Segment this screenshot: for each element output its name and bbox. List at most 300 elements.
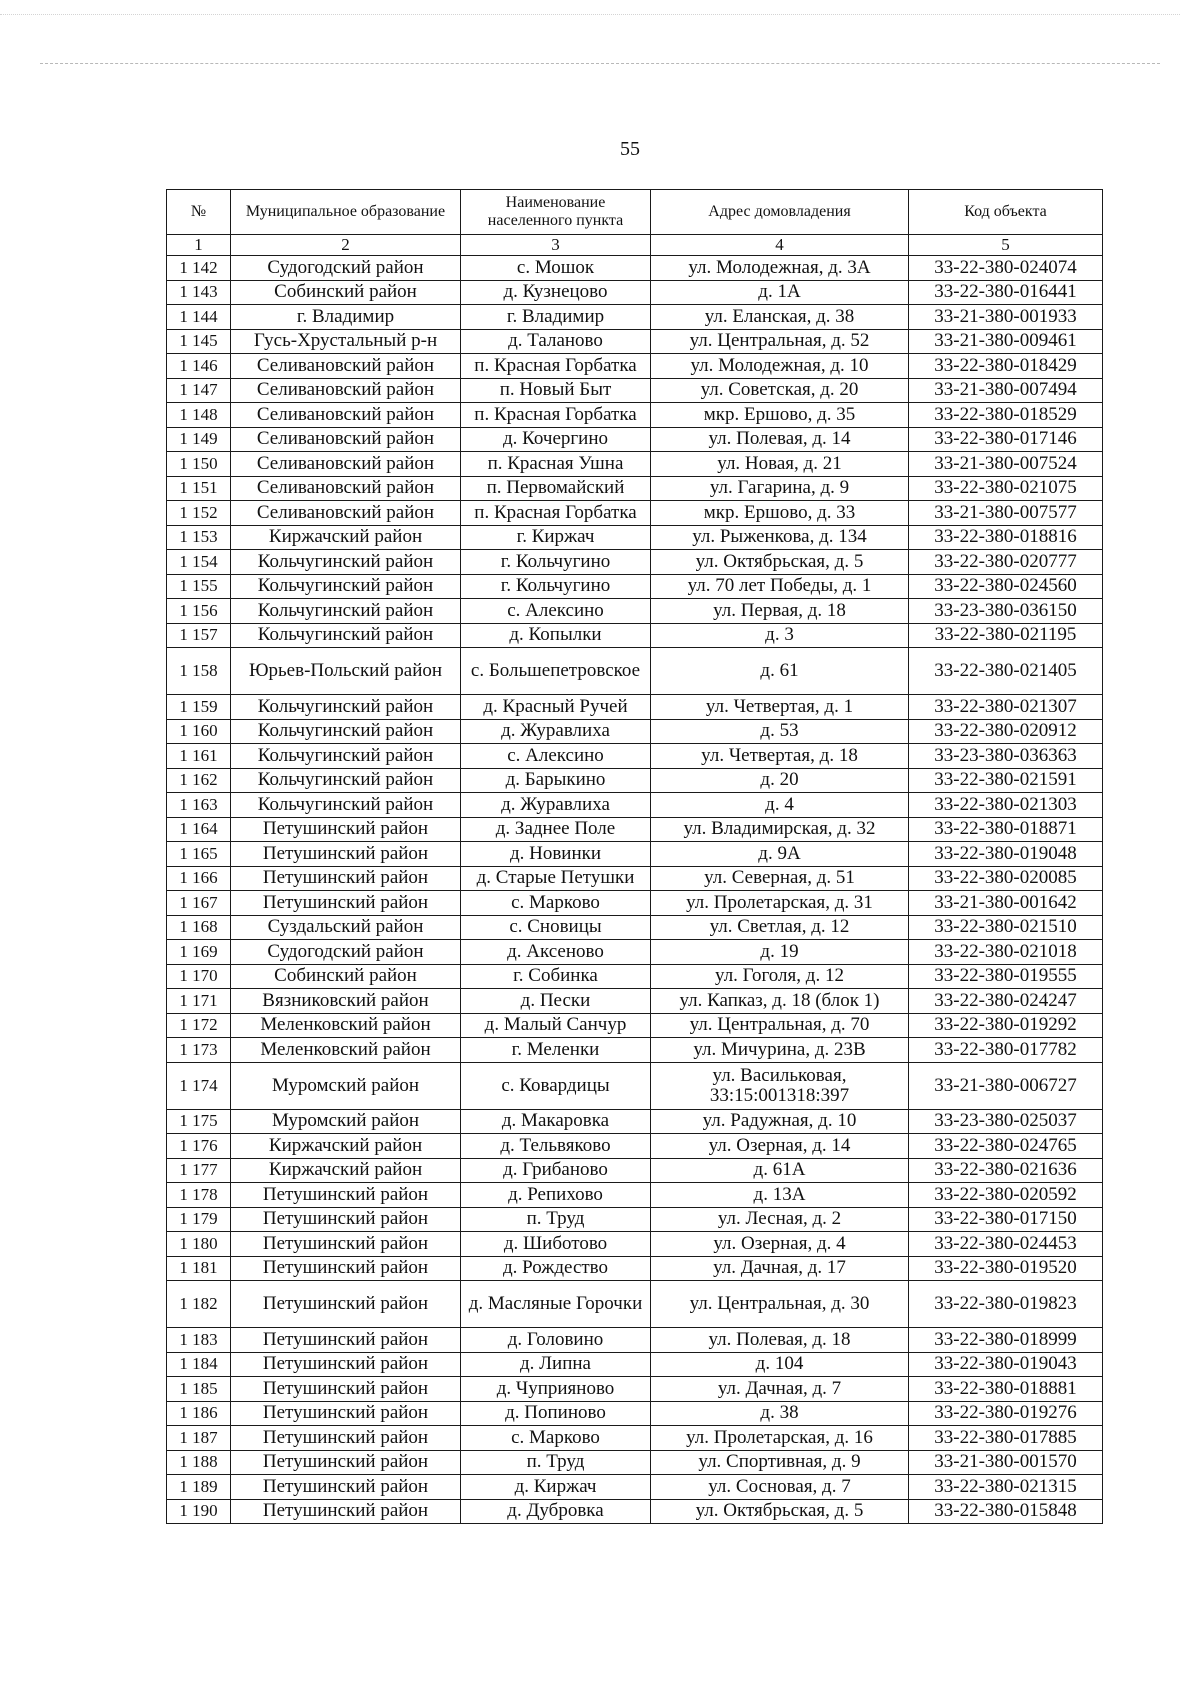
- cell-object-code: 33-22-380-021307: [909, 695, 1103, 720]
- cell-settlement: д. Новинки: [461, 842, 651, 867]
- header-address: Адрес домовладения: [651, 190, 909, 235]
- cell-settlement: д. Кочергино: [461, 427, 651, 452]
- column-number: 5: [909, 235, 1103, 256]
- cell-municipality: Петушинский район: [231, 1475, 461, 1500]
- cell-object-code: 33-22-380-019043: [909, 1352, 1103, 1377]
- cell-number: 1 156: [167, 599, 231, 624]
- table-row: [167, 550, 1103, 575]
- cell-municipality: Селивановский район: [231, 403, 461, 428]
- table-row: [167, 1232, 1103, 1257]
- cell-settlement: д. Барыкино: [461, 768, 651, 793]
- cell-number: 1 166: [167, 866, 231, 891]
- cell-object-code: 33-22-380-021591: [909, 768, 1103, 793]
- table-row: [167, 1183, 1103, 1208]
- cell-address: ул. Дачная, д. 7: [651, 1377, 909, 1402]
- table-row: [167, 354, 1103, 379]
- cell-municipality: Вязниковский район: [231, 989, 461, 1014]
- cell-number: 1 174: [167, 1062, 231, 1109]
- cell-municipality: Селивановский район: [231, 427, 461, 452]
- cell-object-code: 33-22-380-020912: [909, 719, 1103, 744]
- cell-address: д. 13А: [651, 1183, 909, 1208]
- cell-object-code: 33-22-380-018999: [909, 1328, 1103, 1353]
- table-row: [167, 793, 1103, 818]
- cell-municipality: Собинский район: [231, 964, 461, 989]
- cell-address: д. 19: [651, 940, 909, 965]
- cell-number: 1 181: [167, 1256, 231, 1281]
- cell-object-code: 33-21-380-006727: [909, 1062, 1103, 1109]
- cell-settlement: д. Попиново: [461, 1401, 651, 1426]
- cell-object-code: 33-22-380-024560: [909, 574, 1103, 599]
- cell-settlement: г. Собинка: [461, 964, 651, 989]
- table-row: [167, 403, 1103, 428]
- cell-address: ул. Советская, д. 20: [651, 378, 909, 403]
- cell-object-code: 33-22-380-019048: [909, 842, 1103, 867]
- column-number: 4: [651, 235, 909, 256]
- cell-object-code: 33-21-380-001570: [909, 1450, 1103, 1475]
- cell-settlement: п. Труд: [461, 1450, 651, 1475]
- cell-number: 1 188: [167, 1450, 231, 1475]
- cell-address: ул. Октябрьская, д. 5: [651, 1499, 909, 1524]
- cell-number: 1 172: [167, 1013, 231, 1038]
- cell-municipality: Петушинский район: [231, 817, 461, 842]
- cell-object-code: 33-21-380-007524: [909, 452, 1103, 477]
- cell-number: 1 159: [167, 695, 231, 720]
- cell-object-code: 33-22-380-018429: [909, 354, 1103, 379]
- cell-settlement: г. Владимир: [461, 305, 651, 330]
- cell-object-code: 33-22-380-024453: [909, 1232, 1103, 1257]
- cell-municipality: Петушинский район: [231, 1426, 461, 1451]
- cell-object-code: 33-22-380-017146: [909, 427, 1103, 452]
- table-row: [167, 256, 1103, 281]
- cell-address: ул. Лесная, д. 2: [651, 1207, 909, 1232]
- cell-municipality: Кольчугинский район: [231, 695, 461, 720]
- cell-municipality: Петушинский район: [231, 1499, 461, 1524]
- cell-municipality: Селивановский район: [231, 378, 461, 403]
- cell-object-code: 33-22-380-024765: [909, 1134, 1103, 1159]
- table-row: [167, 1377, 1103, 1402]
- table-row: [167, 1450, 1103, 1475]
- cell-municipality: Кольчугинский район: [231, 550, 461, 575]
- registry-table: [166, 189, 1103, 1524]
- cell-address: ул. Полевая, д. 14: [651, 427, 909, 452]
- cell-municipality: Петушинский район: [231, 1328, 461, 1353]
- cell-settlement: д. Красный Ручей: [461, 695, 651, 720]
- cell-object-code: 33-21-380-007577: [909, 501, 1103, 526]
- table-row: [167, 964, 1103, 989]
- cell-settlement: г. Киржач: [461, 525, 651, 550]
- cell-number: 1 183: [167, 1328, 231, 1353]
- cell-municipality: Селивановский район: [231, 354, 461, 379]
- cell-municipality: Петушинский район: [231, 1450, 461, 1475]
- cell-number: 1 162: [167, 768, 231, 793]
- cell-number: 1 167: [167, 891, 231, 916]
- cell-settlement: с. Большепетровское: [461, 648, 651, 695]
- table-row: [167, 1475, 1103, 1500]
- table-row: [167, 1109, 1103, 1134]
- cell-settlement: с. Марково: [461, 891, 651, 916]
- cell-settlement: д. Пески: [461, 989, 651, 1014]
- cell-address: д. 38: [651, 1401, 909, 1426]
- cell-municipality: Киржачский район: [231, 525, 461, 550]
- cell-settlement: д. Кузнецово: [461, 280, 651, 305]
- cell-object-code: 33-22-380-021303: [909, 793, 1103, 818]
- cell-address: ул. Озерная, д. 4: [651, 1232, 909, 1257]
- cell-address: ул. Пролетарская, д. 16: [651, 1426, 909, 1451]
- cell-municipality: Кольчугинский район: [231, 574, 461, 599]
- cell-municipality: Гусь-Хрустальный р-н: [231, 329, 461, 354]
- cell-object-code: 33-21-380-001933: [909, 305, 1103, 330]
- column-number: 3: [461, 235, 651, 256]
- cell-settlement: п. Новый Быт: [461, 378, 651, 403]
- cell-municipality: Петушинский район: [231, 1183, 461, 1208]
- cell-address: ул. Радужная, д. 10: [651, 1109, 909, 1134]
- cell-number: 1 151: [167, 476, 231, 501]
- table-row: [167, 574, 1103, 599]
- cell-number: 1 142: [167, 256, 231, 281]
- cell-number: 1 176: [167, 1134, 231, 1159]
- cell-number: 1 180: [167, 1232, 231, 1257]
- cell-number: 1 145: [167, 329, 231, 354]
- column-number: 2: [231, 235, 461, 256]
- cell-municipality: Петушинский район: [231, 1256, 461, 1281]
- cell-number: 1 187: [167, 1426, 231, 1451]
- cell-number: 1 171: [167, 989, 231, 1014]
- cell-object-code: 33-22-380-017782: [909, 1038, 1103, 1063]
- table-row: [167, 842, 1103, 867]
- cell-number: 1 152: [167, 501, 231, 526]
- cell-object-code: 33-22-380-017150: [909, 1207, 1103, 1232]
- cell-address: ул. Четвертая, д. 1: [651, 695, 909, 720]
- cell-settlement: д. Киржач: [461, 1475, 651, 1500]
- table-row: [167, 501, 1103, 526]
- cell-number: 1 153: [167, 525, 231, 550]
- cell-number: 1 155: [167, 574, 231, 599]
- column-number-row: [167, 235, 1103, 256]
- cell-address: ул. Владимирская, д. 32: [651, 817, 909, 842]
- cell-object-code: 33-22-380-019520: [909, 1256, 1103, 1281]
- cell-number: 1 150: [167, 452, 231, 477]
- cell-address: ул. Четвертая, д. 18: [651, 744, 909, 769]
- cell-object-code: 33-22-380-020085: [909, 866, 1103, 891]
- cell-settlement: д. Старые Петушки: [461, 866, 651, 891]
- cell-object-code: 33-22-380-018529: [909, 403, 1103, 428]
- cell-address: ул. Пролетарская, д. 31: [651, 891, 909, 916]
- cell-municipality: Кольчугинский район: [231, 623, 461, 648]
- table-row: [167, 1401, 1103, 1426]
- cell-object-code: 33-23-380-036363: [909, 744, 1103, 769]
- cell-address: д. 3: [651, 623, 909, 648]
- cell-object-code: 33-22-380-016441: [909, 280, 1103, 305]
- cell-object-code: 33-22-380-019276: [909, 1401, 1103, 1426]
- cell-number: 1 146: [167, 354, 231, 379]
- cell-municipality: Муромский район: [231, 1062, 461, 1109]
- cell-address: ул. Капказ, д. 18 (блок 1): [651, 989, 909, 1014]
- cell-number: 1 165: [167, 842, 231, 867]
- cell-address: ул. Центральная, д. 30: [651, 1281, 909, 1328]
- cell-object-code: 33-22-380-020592: [909, 1183, 1103, 1208]
- cell-object-code: 33-22-380-021018: [909, 940, 1103, 965]
- cell-object-code: 33-22-380-019823: [909, 1281, 1103, 1328]
- cell-municipality: Петушинский район: [231, 866, 461, 891]
- cell-address: ул. Северная, д. 51: [651, 866, 909, 891]
- cell-number: 1 190: [167, 1499, 231, 1524]
- table-row: [167, 427, 1103, 452]
- cell-object-code: 33-22-380-021510: [909, 915, 1103, 940]
- cell-address: мкр. Ершово, д. 35: [651, 403, 909, 428]
- cell-address: ул. 70 лет Победы, д. 1: [651, 574, 909, 599]
- table-row: [167, 452, 1103, 477]
- cell-municipality: Петушинский район: [231, 842, 461, 867]
- cell-settlement: д. Репихово: [461, 1183, 651, 1208]
- cell-address: ул. Еланская, д. 38: [651, 305, 909, 330]
- cell-municipality: г. Владимир: [231, 305, 461, 330]
- cell-object-code: 33-22-380-021195: [909, 623, 1103, 648]
- cell-address: д. 4: [651, 793, 909, 818]
- cell-number: 1 158: [167, 648, 231, 695]
- header-municipality: Муниципальное образование: [231, 190, 461, 235]
- cell-settlement: д. Масляные Горочки: [461, 1281, 651, 1328]
- cell-object-code: 33-22-380-015848: [909, 1499, 1103, 1524]
- cell-settlement: д. Липна: [461, 1352, 651, 1377]
- header-number: №: [167, 190, 231, 235]
- table-row: [167, 1038, 1103, 1063]
- header-object-code: Код объекта: [909, 190, 1103, 235]
- cell-settlement: д. Макаровка: [461, 1109, 651, 1134]
- cell-settlement: д. Журавлиха: [461, 719, 651, 744]
- cell-municipality: Петушинский район: [231, 1281, 461, 1328]
- table-row: [167, 648, 1103, 695]
- table-row: [167, 1281, 1103, 1328]
- table-row: [167, 744, 1103, 769]
- cell-municipality: Судогодский район: [231, 940, 461, 965]
- cell-number: 1 170: [167, 964, 231, 989]
- cell-address: ул. Центральная, д. 70: [651, 1013, 909, 1038]
- cell-address: д. 20: [651, 768, 909, 793]
- cell-settlement: п. Красная Горбатка: [461, 501, 651, 526]
- cell-object-code: 33-23-380-036150: [909, 599, 1103, 624]
- cell-number: 1 169: [167, 940, 231, 965]
- cell-address: д. 9А: [651, 842, 909, 867]
- column-number: 1: [167, 235, 231, 256]
- cell-municipality: Селивановский район: [231, 452, 461, 477]
- cell-address: ул. Гоголя, д. 12: [651, 964, 909, 989]
- cell-address: ул. Дачная, д. 17: [651, 1256, 909, 1281]
- cell-number: 1 144: [167, 305, 231, 330]
- cell-address: ул. Спортивная, д. 9: [651, 1450, 909, 1475]
- cell-number: 1 173: [167, 1038, 231, 1063]
- table-row: [167, 1256, 1103, 1281]
- cell-object-code: 33-22-380-021315: [909, 1475, 1103, 1500]
- cell-number: 1 179: [167, 1207, 231, 1232]
- cell-address: ул. Сосновая, д. 7: [651, 1475, 909, 1500]
- cell-settlement: с. Алексино: [461, 744, 651, 769]
- cell-object-code: 33-22-380-020777: [909, 550, 1103, 575]
- cell-address: ул. Центральная, д. 52: [651, 329, 909, 354]
- table-row: [167, 1062, 1103, 1109]
- cell-object-code: 33-22-380-024247: [909, 989, 1103, 1014]
- cell-number: 1 161: [167, 744, 231, 769]
- cell-address: ул. Новая, д. 21: [651, 452, 909, 477]
- cell-address: ул. Полевая, д. 18: [651, 1328, 909, 1353]
- cell-number: 1 164: [167, 817, 231, 842]
- cell-object-code: 33-22-380-021075: [909, 476, 1103, 501]
- table-row: [167, 989, 1103, 1014]
- cell-number: 1 157: [167, 623, 231, 648]
- cell-number: 1 182: [167, 1281, 231, 1328]
- cell-address: ул. Васильковая, 33:15:001318:397: [651, 1062, 909, 1109]
- cell-address: ул. Гагарина, д. 9: [651, 476, 909, 501]
- cell-address: д. 1А: [651, 280, 909, 305]
- cell-municipality: Муромский район: [231, 1109, 461, 1134]
- cell-settlement: с. Ковардицы: [461, 1062, 651, 1109]
- cell-settlement: г. Меленки: [461, 1038, 651, 1063]
- cell-object-code: 33-23-380-025037: [909, 1109, 1103, 1134]
- cell-address: ул. Молодежная, д. 10: [651, 354, 909, 379]
- cell-number: 1 160: [167, 719, 231, 744]
- table-row: [167, 817, 1103, 842]
- cell-municipality: Петушинский район: [231, 1377, 461, 1402]
- cell-municipality: Кольчугинский район: [231, 719, 461, 744]
- cell-object-code: 33-22-380-021636: [909, 1158, 1103, 1183]
- table-row: [167, 305, 1103, 330]
- table-row: [167, 329, 1103, 354]
- cell-settlement: г. Кольчугино: [461, 574, 651, 599]
- cell-address: д. 61: [651, 648, 909, 695]
- cell-municipality: Собинский район: [231, 280, 461, 305]
- cell-settlement: д. Тельвяково: [461, 1134, 651, 1159]
- cell-settlement: д. Таланово: [461, 329, 651, 354]
- cell-number: 1 189: [167, 1475, 231, 1500]
- cell-municipality: Петушинский район: [231, 1207, 461, 1232]
- cell-settlement: д. Чуприяново: [461, 1377, 651, 1402]
- cell-settlement: с. Алексино: [461, 599, 651, 624]
- cell-object-code: 33-22-380-018871: [909, 817, 1103, 842]
- cell-address: ул. Мичурина, д. 23В: [651, 1038, 909, 1063]
- cell-municipality: Кольчугинский район: [231, 768, 461, 793]
- cell-settlement: с. Марково: [461, 1426, 651, 1451]
- cell-object-code: 33-22-380-021405: [909, 648, 1103, 695]
- table-row: [167, 891, 1103, 916]
- table-row: [167, 599, 1103, 624]
- cell-municipality: Кольчугинский район: [231, 599, 461, 624]
- cell-address: ул. Рыженкова, д. 134: [651, 525, 909, 550]
- cell-address: д. 61А: [651, 1158, 909, 1183]
- cell-municipality: Киржачский район: [231, 1134, 461, 1159]
- table-row: [167, 525, 1103, 550]
- cell-settlement: д. Рождество: [461, 1256, 651, 1281]
- scan-artifact-line: [40, 63, 1160, 64]
- table-row: [167, 623, 1103, 648]
- table-row: [167, 1207, 1103, 1232]
- cell-municipality: Киржачский район: [231, 1158, 461, 1183]
- cell-object-code: 33-22-380-017885: [909, 1426, 1103, 1451]
- table-row: [167, 378, 1103, 403]
- cell-municipality: Селивановский район: [231, 476, 461, 501]
- table-row: [167, 1499, 1103, 1524]
- table-row: [167, 866, 1103, 891]
- cell-number: 1 143: [167, 280, 231, 305]
- cell-address: ул. Озерная, д. 14: [651, 1134, 909, 1159]
- cell-settlement: п. Красная Горбатка: [461, 354, 651, 379]
- cell-settlement: д. Дубровка: [461, 1499, 651, 1524]
- cell-object-code: 33-22-380-018881: [909, 1377, 1103, 1402]
- cell-settlement: д. Шиботово: [461, 1232, 651, 1257]
- cell-object-code: 33-22-380-019292: [909, 1013, 1103, 1038]
- table-row: [167, 280, 1103, 305]
- cell-object-code: 33-21-380-001642: [909, 891, 1103, 916]
- cell-municipality: Кольчугинский район: [231, 744, 461, 769]
- cell-number: 1 185: [167, 1377, 231, 1402]
- table-row: [167, 719, 1103, 744]
- cell-municipality: Петушинский район: [231, 1352, 461, 1377]
- cell-address: д. 104: [651, 1352, 909, 1377]
- table-row: [167, 476, 1103, 501]
- cell-number: 1 149: [167, 427, 231, 452]
- table-row: [167, 1134, 1103, 1159]
- table-row: [167, 768, 1103, 793]
- cell-address: д. 53: [651, 719, 909, 744]
- cell-municipality: Юрьев-Польский район: [231, 648, 461, 695]
- cell-settlement: д. Заднее Поле: [461, 817, 651, 842]
- cell-settlement: д. Копылки: [461, 623, 651, 648]
- cell-number: 1 178: [167, 1183, 231, 1208]
- table-body: [167, 256, 1103, 1524]
- cell-municipality: Петушинский район: [231, 1232, 461, 1257]
- cell-object-code: 33-22-380-018816: [909, 525, 1103, 550]
- cell-settlement: г. Кольчугино: [461, 550, 651, 575]
- cell-settlement: д. Головино: [461, 1328, 651, 1353]
- cell-settlement: п. Красная Ушна: [461, 452, 651, 477]
- header-settlement: Наименование населенного пункта: [461, 190, 651, 235]
- cell-settlement: д. Журавлиха: [461, 793, 651, 818]
- cell-address: ул. Светлая, д. 12: [651, 915, 909, 940]
- cell-object-code: 33-22-380-019555: [909, 964, 1103, 989]
- cell-settlement: с. Мошок: [461, 256, 651, 281]
- cell-object-code: 33-21-380-009461: [909, 329, 1103, 354]
- cell-number: 1 186: [167, 1401, 231, 1426]
- table-row: [167, 940, 1103, 965]
- scan-edge-line: [0, 14, 1180, 15]
- table-row: [167, 1426, 1103, 1451]
- cell-settlement: с. Сновицы: [461, 915, 651, 940]
- cell-address: ул. Первая, д. 18: [651, 599, 909, 624]
- cell-settlement: п. Труд: [461, 1207, 651, 1232]
- table-row: [167, 1013, 1103, 1038]
- table-row: [167, 915, 1103, 940]
- cell-municipality: Петушинский район: [231, 891, 461, 916]
- cell-object-code: 33-22-380-024074: [909, 256, 1103, 281]
- cell-number: 1 177: [167, 1158, 231, 1183]
- cell-number: 1 154: [167, 550, 231, 575]
- cell-settlement: д. Малый Санчур: [461, 1013, 651, 1038]
- cell-municipality: Судогодский район: [231, 256, 461, 281]
- cell-number: 1 163: [167, 793, 231, 818]
- cell-municipality: Меленковский район: [231, 1038, 461, 1063]
- cell-object-code: 33-21-380-007494: [909, 378, 1103, 403]
- cell-municipality: Меленковский район: [231, 1013, 461, 1038]
- table-row: [167, 1328, 1103, 1353]
- cell-settlement: д. Аксеново: [461, 940, 651, 965]
- cell-municipality: Кольчугинский район: [231, 793, 461, 818]
- cell-number: 1 147: [167, 378, 231, 403]
- cell-settlement: д. Грибаново: [461, 1158, 651, 1183]
- cell-address: ул. Молодежная, д. 3А: [651, 256, 909, 281]
- cell-settlement: п. Первомайский: [461, 476, 651, 501]
- header-row: [167, 190, 1103, 235]
- cell-municipality: Суздальский район: [231, 915, 461, 940]
- table-row: [167, 695, 1103, 720]
- page-number: 55: [620, 138, 640, 160]
